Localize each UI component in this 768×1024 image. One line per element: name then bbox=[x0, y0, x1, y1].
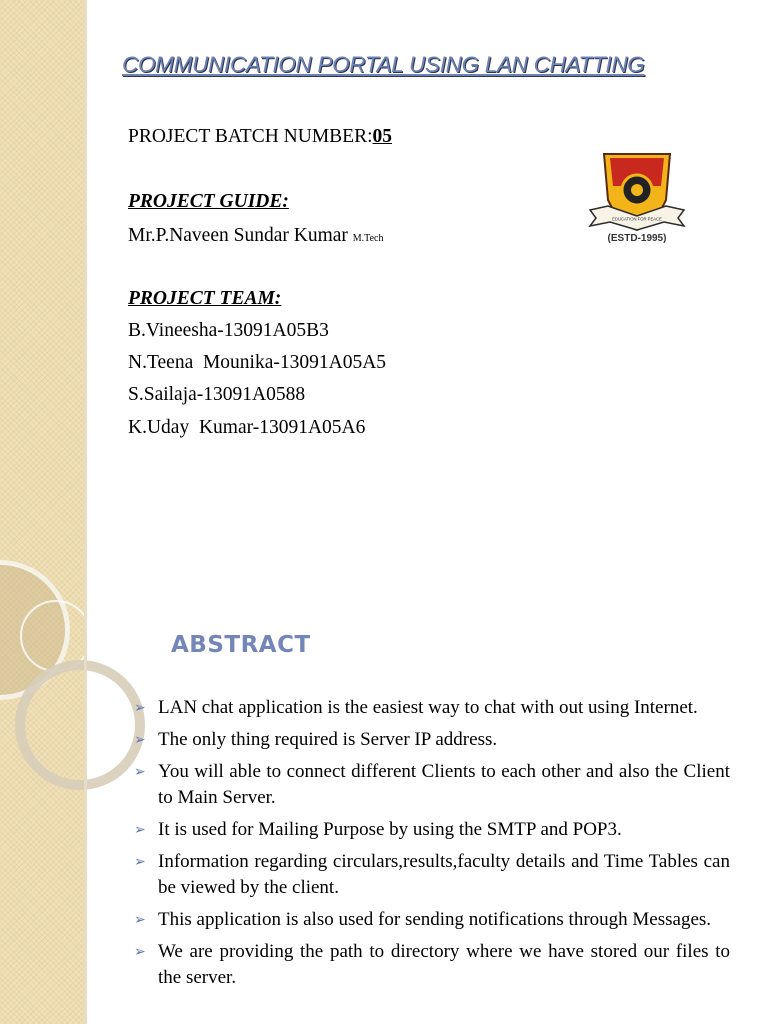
abstract-heading: ABSTRACT bbox=[171, 632, 311, 658]
arrow-bullet-icon: ➢ bbox=[134, 700, 146, 716]
logo-caption: (ESTD-1995) bbox=[607, 233, 667, 244]
list-item: ➢ Information regarding circulars,results,faculty details and Time Tables can be viewed by the client. bbox=[134, 851, 730, 898]
guide-heading: PROJECT GUIDE: bbox=[128, 191, 289, 212]
batch-line bbox=[128, 126, 392, 148]
list-item: ➢ You will able to connect different Clients to each other and also the Client to Main Server. bbox=[134, 761, 730, 808]
slide-title: COMMUNICATION PORTAL USING LAN CHATTING bbox=[122, 52, 645, 77]
arrow-bullet-icon: ➢ bbox=[134, 854, 146, 870]
arrow-bullet-icon: ➢ bbox=[134, 912, 146, 928]
decorative-sidebar bbox=[0, 0, 84, 1024]
guide-name: Mr.P.Naveen Sundar Kumar bbox=[128, 225, 348, 246]
team-member: K.Uday Kumar-13091A05A6 bbox=[128, 417, 366, 438]
list-item: ➢ It is used for Mailing Purpose by using the SMTP and POP3. bbox=[132, 817, 730, 843]
batch-number: 05 bbox=[372, 126, 393, 147]
arrow-bullet-icon: ➢ bbox=[134, 732, 146, 748]
sidebar-edge bbox=[84, 0, 87, 1024]
college-logo bbox=[586, 150, 688, 246]
abstract-bullet-list bbox=[132, 695, 730, 997]
arrow-bullet-icon: ➢ bbox=[134, 944, 146, 960]
list-item: ➢ This application is also used for sending notifications through Messages. bbox=[132, 907, 730, 933]
list-item: ➢ LAN chat application is the easiest way to chat with out using Internet. bbox=[132, 695, 730, 721]
arrow-bullet-icon: ➢ bbox=[134, 764, 146, 780]
list-item: ➢ We are providing the path to directory where we have stored our files to the server. bbox=[134, 941, 730, 988]
list-item: ➢ The only thing required is Server IP address. bbox=[132, 727, 730, 753]
arrow-bullet-icon: ➢ bbox=[134, 822, 146, 838]
team-member: N.Teena Mounika-13091A05A5 bbox=[128, 352, 387, 373]
team-member: S.Sailaja-13091A0588 bbox=[128, 384, 306, 405]
guide-qualification: M.Tech bbox=[352, 233, 384, 244]
guide-line bbox=[128, 225, 383, 247]
batch-label: PROJECT BATCH NUMBER: bbox=[128, 126, 373, 147]
team-member: B.Vineesha-13091A05B3 bbox=[128, 320, 329, 341]
logo-ribbon-text: EDUCATION FOR PEACE bbox=[612, 216, 662, 222]
decorative-ring bbox=[15, 660, 145, 790]
team-heading: PROJECT TEAM: bbox=[128, 288, 282, 309]
